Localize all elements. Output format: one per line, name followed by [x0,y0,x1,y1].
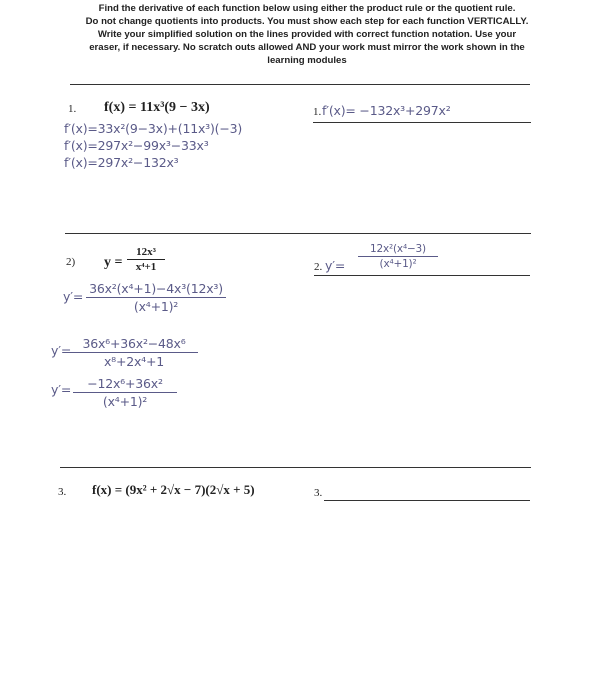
problem-1-function: f(x) = 11x³(9 − 3x) [104,100,210,115]
problem-2-work-3-fraction [73,376,177,409]
problem-2-function-bar [127,259,165,260]
instructions-line-4: eraser, if necessary. No scratch outs allowed AND your work must mirror the work shown in the [89,42,525,53]
problem-2-answer-label: 2. [314,261,323,273]
problem-2-work-1-bar [86,297,226,298]
instructions-line-2: Do not change quotients into products. You must show each step for each function VERTICALLY. [85,16,529,27]
problem-2-work-3-bar [73,392,177,393]
problem-2-work-3-denominator: (x⁴+1)² [102,394,148,409]
instructions [72,2,542,67]
problem-1-answer-line [313,122,531,123]
problem-2-work-2-lhs: y′= [51,343,72,358]
problem-1-work-line-3: f′(x)=297x²−132x³ [64,155,179,170]
problem-2-work-3-lhs: y′= [51,382,72,397]
problem-2-answer-bar [358,256,438,257]
problem-2-work-1-numerator: 36x²(x⁴+1)−4x³(12x³) [89,281,223,296]
instructions-line-5: learning modules [267,55,347,66]
problem-1-answer: f′(x)= −132x³+297x² [322,103,451,118]
problem-2-function-numerator: 12x³ [136,246,156,258]
problem-2-work-1-fraction [86,281,226,314]
instructions-line-1: Find the derivative of each function below using either the product rule or the quotient rule. [98,3,516,14]
problem-2-work-2-bar [70,352,198,353]
problem-2-number: 2) [66,256,76,268]
problem-1-work-line-2: f′(x)=297x²−99x³−33x³ [64,138,209,153]
problem-2-function-denominator: x⁴+1 [135,261,157,273]
problem-2-work-2-denominator: x⁸+2x⁴+1 [103,354,165,369]
problem-2-work-1-denominator: (x⁴+1)² [133,299,179,314]
instructions-line-3: Write your simplified solution on the lines provided with correct function notation. Use your [97,29,517,40]
problem-3-answer-line [324,500,530,501]
problem-1-answer-label: 1. [313,106,322,118]
section-divider-1 [70,84,530,85]
problem-2-work-3-numerator: −12x⁶+36x² [87,376,163,391]
problem-2-answer-lhs: y′= [325,258,346,273]
problem-2-work-1-lhs: y′= [63,289,84,304]
problem-2-function-fraction [127,246,165,273]
section-divider-3 [60,467,531,468]
problem-2-answer-numerator: 12x²(x⁴−3) [370,243,426,255]
section-divider-2 [65,233,531,234]
problem-2-work-2-fraction [70,336,198,369]
problem-2-answer-denominator: (x⁴+1)² [379,258,417,270]
problem-3-number: 3. [58,486,67,498]
problem-2-answer-fraction [358,243,438,270]
problem-1-work-line-1: f′(x)=33x²(9−3x)+(11x³)(−3) [64,121,243,136]
problem-2-work-2-numerator: 36x⁶+36x²−48x⁶ [82,336,186,351]
problem-2-answer-line [314,275,530,276]
problem-3-answer-label: 3. [314,487,323,499]
problem-1-number: 1. [68,103,77,115]
problem-2-function-lhs: y = [104,255,123,270]
problem-3-function: f(x) = (9x² + 2√x − 7)(2√x + 5) [92,482,255,497]
